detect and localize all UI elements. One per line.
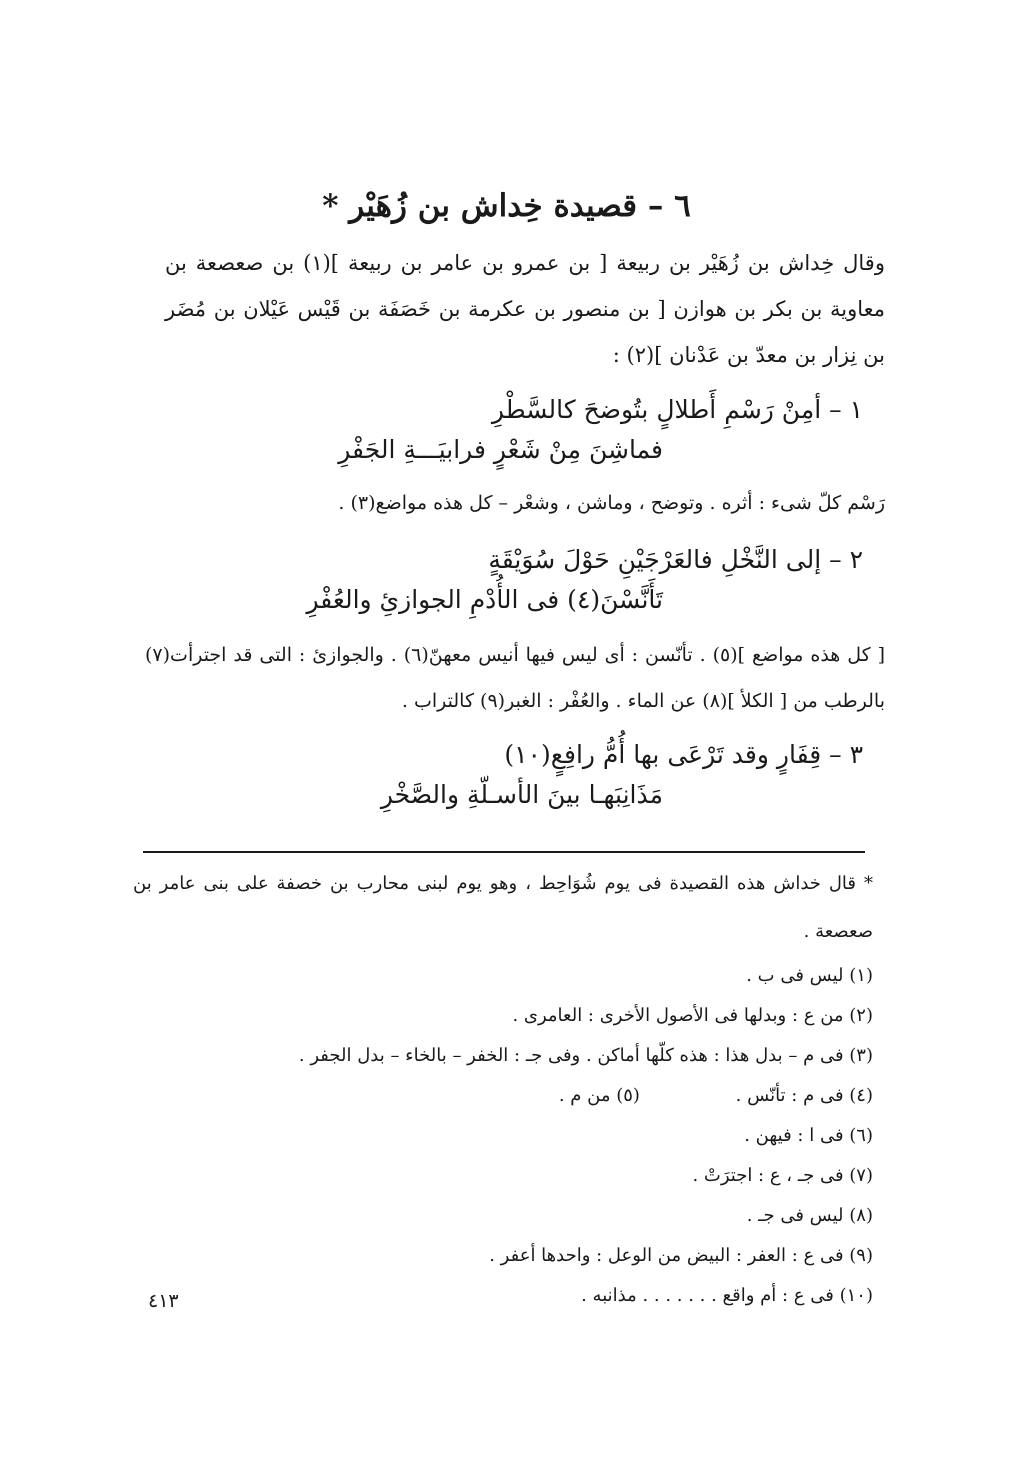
- footnote-separator: [143, 851, 865, 853]
- verse-2-first-hemistich: ٢ – إلى النَّخْلِ فالعَرْجَيْنِ حَوْلَ سُوَيْقَةٍ: [488, 545, 863, 574]
- verse-3-second-hemistich: مَذَانِبَهـا بينَ الأسـلّةِ والصَّخْرِ: [380, 780, 663, 809]
- footnote-item: (٥) من م .: [558, 1085, 640, 1106]
- footnote-item: (١٠) فى ع : أم واقع . . . . . . . مذانبه .: [581, 1285, 873, 1306]
- footnote-item: (٢) من ع : وبدلها فى الأصول الأخرى : العامرى .: [512, 1005, 873, 1026]
- verse-3-first-hemistich: ٣ – قِفَارٍ وقد تَرْعَى بها أُمُّ رافِعٍ(١٠): [504, 740, 863, 769]
- footnote-pair: [133, 1076, 873, 1116]
- gloss-1: رَسْم كلّ شىء : أثره . وتوضح ، وماشن ، وشعْر – كل هذه مواضع(٣) .: [338, 492, 885, 514]
- intro-paragraph: وقال خِداش بن زُهَيْر بن ربيعة [ بن عمرو بن عامر بن ربيعة ](١) بن صعصعة بن معاوية بن بكر بن هوازن [ بن منصور بن عكرمة بن خَصَفَة بن قَيْس عَيْلان بن مُضَر بن نِزار بن معدّ بن عَدْنان ](٢) :: [165, 251, 885, 367]
- footnotes-section: [133, 860, 873, 1316]
- gloss-2: [ كل هذه مواضع ](٥) . تأنّسن : أى ليس فيها أنيس معهنّ(٦) . والجوازئ : التى قد اجترأت(٧) بالرطب من [ الكلأ ](٨) عن الماء . والعُفْر : الغبر(٩) كالتراب .: [145, 644, 885, 712]
- footnote-item: (٦) فى ا : فيهن .: [744, 1125, 873, 1146]
- footnote-item: (٣) فى م – بدل هذا : هذه كلّها أماكن . وفى جـ : الخفر – بالخاء – بدل الجفر .: [298, 1045, 873, 1066]
- footnote-item: (١) ليس فى ب .: [746, 965, 873, 986]
- verse-1-second-hemistich: فماشِنَ مِنْ شَعْرٍ فرابيَـــةِ الجَفْرِ: [338, 435, 663, 464]
- verse-2: [163, 545, 863, 625]
- footnote-item: (٩) فى ع : العفر : البيض من الوعل : واحدها أعفر .: [489, 1245, 873, 1266]
- footnote-item: (٧) فى جـ ، ع : اجترَتْ .: [692, 1165, 873, 1186]
- footnote-item: (٨) ليس فى جـ .: [746, 1205, 873, 1226]
- verse-2-second-hemistich: تَأَنَّسْنَ(٤) فى الأُدْمِ الجوازئِ والعُفْرِ: [306, 585, 663, 614]
- star-footnote: * قال خداش هذه القصيدة فى يوم شُوَاحِط ، وهو يوم لبنى محارب بن خصفة على بنى عامر بن صعصعة .: [133, 873, 873, 942]
- poem-title: ٦ – قصيدة خِداش بن زُهَيْر *: [322, 188, 691, 224]
- verse-3: [163, 740, 863, 820]
- footnote-list: [133, 956, 873, 1316]
- page-number: ٤١٣: [148, 1290, 179, 1312]
- verse-1: [163, 395, 863, 475]
- verse-1-first-hemistich: ١ – أمِنْ رَسْمِ أَطلالٍ بتُوضحَ كالسَّطْرِ: [491, 395, 863, 424]
- footnote-item: (٤) فى م : تأنّس .: [735, 1085, 873, 1106]
